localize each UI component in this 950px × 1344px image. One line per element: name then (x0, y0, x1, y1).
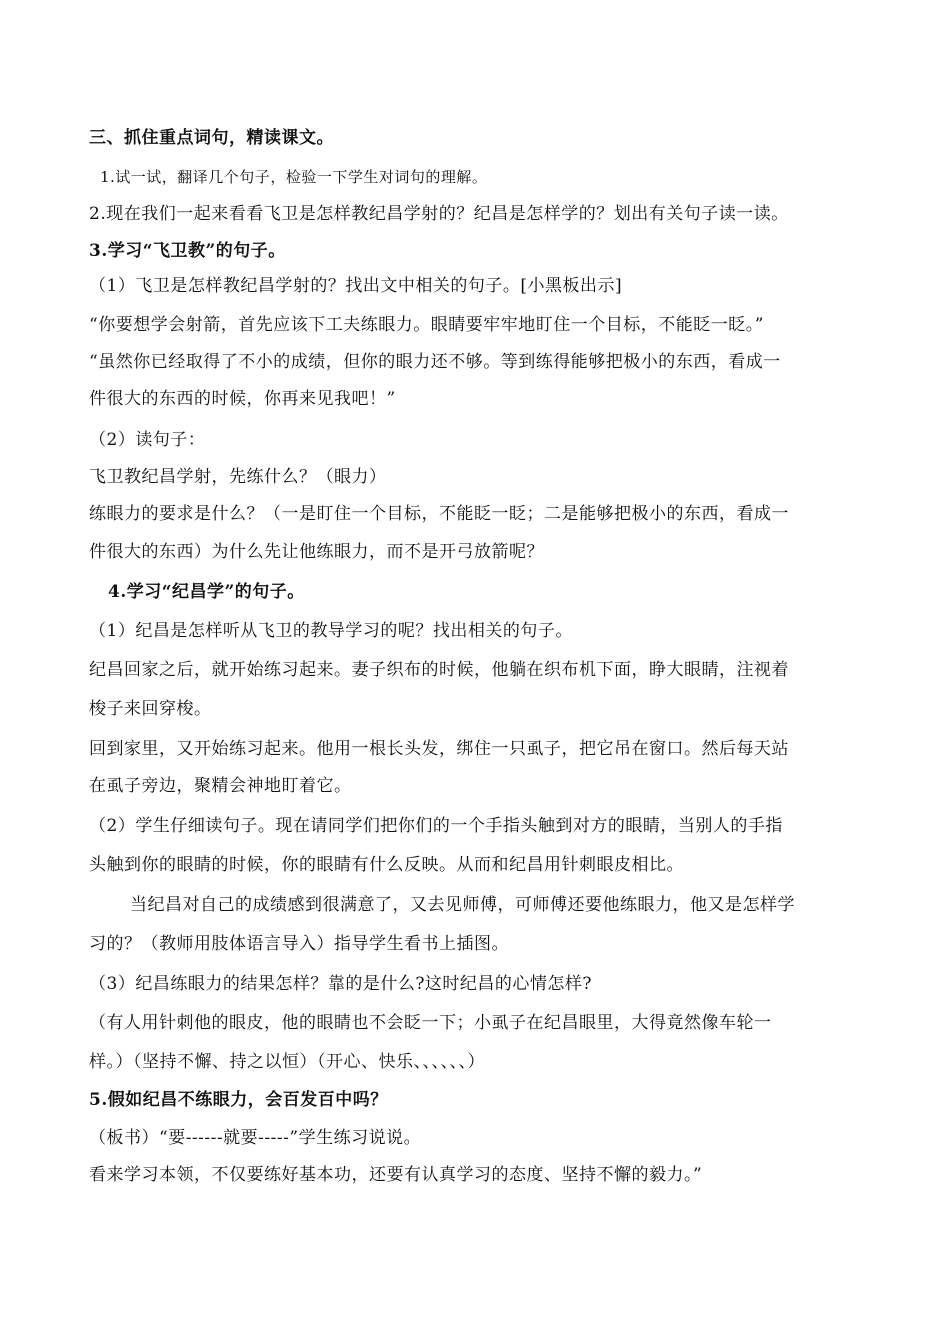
section-heading: 三、抓住重点词句，精读课文。 (89, 128, 334, 148)
paragraph-line: （1）纪昌是怎样听从飞卫的教导学习的呢？找出相关的句子。 (89, 621, 573, 641)
paragraph-line: （2）学生仔细读句子。现在请同学们把你们的一个手指头触到对方的眼睛，当别人的手指 (89, 816, 783, 836)
paragraph-line: （2）读句子： (89, 430, 206, 450)
paragraph-line: 在虱子旁边，聚精会神地盯着它。 (89, 776, 352, 796)
quote-line: 件很大的东西的时候，你再来见我吧！” (89, 389, 396, 409)
quote-line: “你要想学会射箭，首先应该下工夫练眼力。眼睛要牢牢地盯住一个目标，不能眨一眨。” (89, 315, 764, 335)
paragraph-line: 纪昌回家之后，就开始练习起来。妻子织布的时候，他躺在织布机下面，睁大眼睛，注视着 (89, 660, 789, 680)
paragraph-line: 头触到你的眼睛的时候，你的眼睛有什么反映。从而和纪昌用针刺眼皮相比。 (89, 855, 684, 875)
paragraph-line: （3）纪昌练眼力的结果怎样？靠的是什么?这时纪昌的心情怎样? (89, 974, 593, 994)
paragraph-line: （板书）“要------就要-----”学生练习说说。 (89, 1128, 422, 1148)
paragraph-line: 当纪昌对自己的成绩感到很满意了，又去见师傅，可师傅还要他练眼力，他又是怎样学 (130, 895, 795, 915)
paragraph-line: 看来学习本领，不仅要练好基本功，还要有认真学习的态度、坚持不懈的毅力。” (89, 1165, 703, 1185)
paragraph-line: （1）飞卫是怎样教纪昌学射的？找出文中相关的句子。[小黑板出示] (89, 276, 623, 296)
paragraph-line: （有人用针刺他的眼皮，他的眼睛也不会眨一下；小虱子在纪昌眼里，大得竟然像车轮一 (89, 1013, 772, 1033)
quote-line: “虽然你已经取得了不小的成绩，但你的眼力还不够。等到练得能够把极小的东西，看成一 (89, 352, 781, 372)
paragraph-line: 练眼力的要求是什么？（一是盯住一个目标，不能眨一眨；二是能够把极小的东西，看成一 (89, 504, 789, 524)
paragraph-line: 2.现在我们一起来看看飞卫是怎样教纪昌学射的？纪昌是怎样学的？划出有关句子读一读。 (89, 204, 789, 224)
subheading: 3.学习“飞卫教”的句子。 (89, 241, 286, 261)
paragraph-line: 件很大的东西）为什么先让他练眼力，而不是开弓放箭呢？ (89, 542, 544, 562)
paragraph-line: 1.试一试，翻译几个句子，检验一下学生对词句的理解。 (100, 168, 488, 186)
paragraph-line: 习的？（教师用肢体语言导入）指导学生看书上插图。 (89, 934, 509, 954)
subheading: 5.假如纪昌不练眼力，会百发百中吗？ (89, 1090, 388, 1110)
paragraph-line: 回到家里，又开始练习起来。他用一根长头发，绑住一只虱子，把它吊在窗口。然后每天站 (89, 739, 789, 759)
paragraph-line: 样。）（坚持不懈、持之以恒）（开心、快乐、、、、、、） (89, 1052, 485, 1072)
subheading: 4.学习“纪昌学”的句子。 (108, 582, 305, 602)
paragraph-line: 飞卫教纪昌学射，先练什么？（眼力） (89, 467, 387, 487)
paragraph-line: 梭子来回穿梭。 (89, 699, 212, 719)
